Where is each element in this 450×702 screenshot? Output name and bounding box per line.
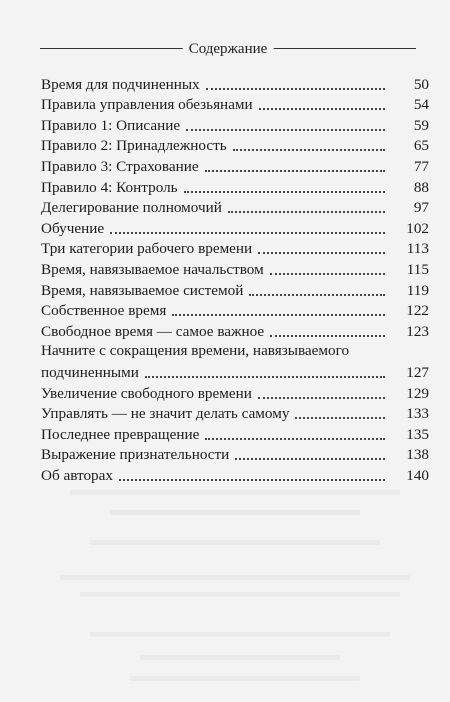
toc-entry-page: 54 (413, 96, 429, 114)
toc-entry-title: Увеличение свободного времени (41, 384, 252, 402)
toc-entry-title: Время, навязываемое системой (41, 281, 244, 299)
show-through-mark (60, 575, 410, 580)
show-through-mark (70, 490, 400, 495)
toc-entry-title: Выражение признательности (41, 446, 230, 464)
toc-entry (41, 403, 429, 424)
show-through-mark (130, 676, 360, 681)
toc-entry-page: 97 (413, 199, 429, 217)
dot-leader (233, 149, 385, 151)
toc-entry (41, 197, 429, 218)
dot-leader (119, 479, 385, 481)
toc-entry (41, 238, 429, 259)
toc-entry-title-line1: Начните с сокращения времени, навязываемого (41, 341, 350, 359)
show-through-mark (90, 632, 390, 637)
toc-entry-page: 115 (406, 260, 429, 278)
table-of-contents (41, 73, 429, 485)
toc-entry-title: Свободное время — самое важное (41, 322, 265, 340)
toc-entry-page: 59 (413, 116, 429, 134)
toc-entry (41, 444, 429, 465)
show-through-mark (90, 540, 380, 545)
toc-entry (41, 114, 429, 135)
dot-leader (145, 376, 385, 378)
dot-leader (110, 232, 385, 234)
toc-entry-page: 140 (406, 466, 429, 484)
toc-entry-line2 (41, 361, 429, 382)
show-through-mark (110, 510, 360, 515)
toc-entry (41, 217, 429, 238)
toc-entry-page: 129 (406, 384, 429, 402)
toc-entry-title: Последнее превращение (41, 425, 200, 443)
toc-entry-page: 113 (406, 240, 429, 258)
toc-entry (41, 176, 429, 197)
toc-entry-page: 65 (413, 137, 429, 155)
toc-entry-page: 135 (406, 425, 429, 443)
toc-entry (41, 423, 429, 444)
dot-leader (184, 191, 385, 193)
toc-entry-title: Три категории рабочего времени (41, 240, 253, 258)
dot-leader (228, 211, 385, 213)
toc-entry-page: 50 (413, 75, 429, 93)
dot-leader (205, 438, 385, 440)
toc-entry (41, 279, 429, 300)
toc-entry-page: 138 (406, 446, 429, 464)
dot-leader (258, 397, 385, 399)
toc-entry (41, 464, 429, 485)
toc-entry (41, 155, 429, 176)
toc-entry-title: Правила управления обезьянами (41, 96, 253, 114)
toc-entry-title: Время для подчиненных (41, 75, 200, 93)
dot-leader (235, 458, 385, 460)
contents-title: Содержание (183, 39, 274, 59)
toc-entry-title: Об авторах (41, 466, 113, 484)
toc-entry-title: Правило 3: Страхование (41, 157, 199, 175)
toc-entry-title: Правило 2: Принадлежность (41, 137, 227, 155)
toc-entry-page: 77 (413, 157, 429, 175)
toc-entry (41, 94, 429, 115)
dot-leader (295, 417, 385, 419)
toc-entry-page: 122 (406, 302, 429, 320)
toc-entry-page: 119 (406, 281, 429, 299)
toc-entry-page: 102 (406, 219, 429, 237)
toc-entry (41, 73, 429, 94)
toc-entry (41, 382, 429, 403)
toc-entry-title: Время, навязываемое начальством (41, 260, 264, 278)
show-through-mark (140, 655, 340, 660)
toc-entry-title: Обучение (41, 219, 105, 237)
dot-leader (259, 108, 385, 110)
dot-leader (186, 129, 385, 131)
toc-entry (41, 320, 429, 341)
toc-entry (41, 135, 429, 156)
dot-leader (249, 294, 385, 296)
toc-entry-page: 127 (406, 363, 429, 381)
contents-header (40, 39, 416, 59)
dot-leader (206, 88, 385, 90)
toc-entry-title: Управлять — не значит делать самому (41, 405, 290, 423)
toc-entry-page: 133 (406, 405, 429, 423)
toc-entry-title: Правило 1: Описание (41, 116, 181, 134)
toc-entry-page: 123 (406, 322, 429, 340)
toc-entry (41, 258, 429, 279)
toc-entry-title: Правило 4: Контроль (41, 178, 178, 196)
toc-entry (41, 341, 429, 382)
toc-entry-page: 88 (413, 178, 429, 196)
toc-entry-title-line2: подчиненными (41, 363, 139, 381)
toc-entry-title: Делегирование полномочий (41, 199, 222, 217)
dot-leader (270, 273, 385, 275)
toc-entry (41, 300, 429, 321)
dot-leader (258, 252, 385, 254)
toc-entry-title: Собственное время (41, 302, 167, 320)
dot-leader (270, 335, 385, 337)
dot-leader (172, 314, 385, 316)
dot-leader (205, 170, 385, 172)
show-through-mark (80, 592, 400, 597)
